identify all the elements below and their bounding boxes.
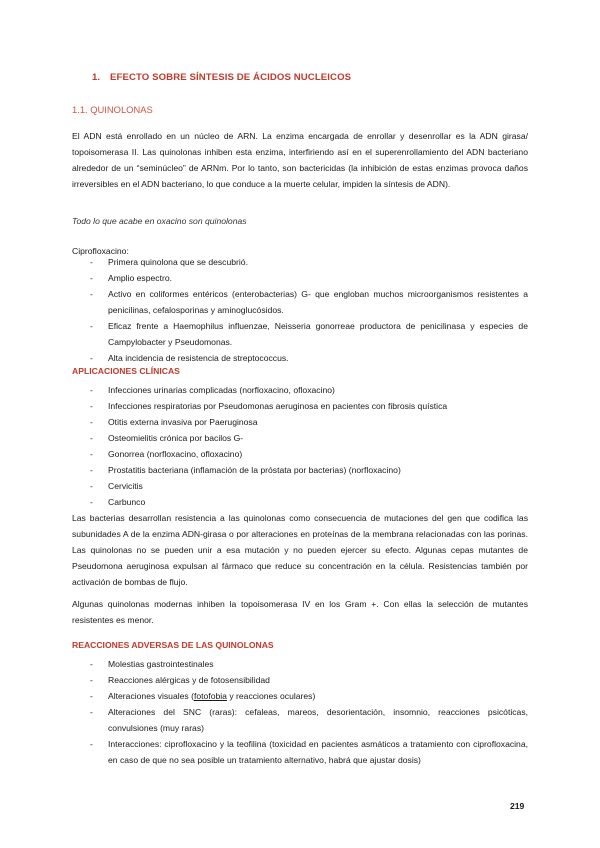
dash-marker: - bbox=[90, 465, 93, 475]
adverse-heading: REACCIONES ADVERSAS DE LAS QUINOLONAS bbox=[72, 640, 274, 650]
clinical-list bbox=[72, 382, 528, 510]
cipro-list bbox=[72, 254, 528, 366]
list-item: - Alteraciones visuales (fotofobia y reacciones oculares) bbox=[72, 688, 528, 704]
subsection-heading: 1.1. QUINOLONAS bbox=[72, 104, 153, 115]
list-item: - Osteomielitis crónica por bacilos G- bbox=[72, 430, 528, 446]
dash-marker: - bbox=[90, 257, 93, 267]
cipro-label: Ciprofloxacino: bbox=[72, 246, 129, 256]
gram-paragraph: Algunas quinolonas modernas inhiben la topoisomerasa IV en los Gram +. Con ellas la selección de mutantes resistentes es menor. bbox=[72, 599, 528, 625]
dash-marker: - bbox=[90, 659, 93, 669]
dash-marker: - bbox=[90, 675, 93, 685]
dash-marker: - bbox=[90, 707, 93, 717]
dash-marker: - bbox=[90, 401, 93, 411]
dash-marker: - bbox=[90, 739, 93, 749]
dash-marker: - bbox=[90, 385, 93, 395]
list-item: - Interacciones: ciprofloxacino y la teofilina (toxicidad en pacientes asmáticos a tratamiento con ciprofloxacina, en caso de que no sea posible un tratamiento alternativo, habrá que ajustar dosis) bbox=[72, 736, 528, 768]
dash-marker: - bbox=[90, 449, 93, 459]
section-heading bbox=[92, 72, 351, 83]
list-item: - Activo en coliformes entéricos (enterobacterias) G- que engloban muchos microorganismos resistentes a penicilinas, cefalosporinas y aminoglucósidos. bbox=[72, 286, 528, 318]
page-number: 219 bbox=[510, 801, 525, 811]
adverse-list bbox=[72, 656, 528, 768]
dash-marker: - bbox=[90, 481, 93, 491]
dash-marker: - bbox=[90, 289, 93, 299]
list-item: - Infecciones respiratorias por Pseudomonas aeruginosa en pacientes con fibrosis quística bbox=[72, 398, 528, 414]
list-item: - Alta incidencia de resistencia de streptococcus. bbox=[72, 350, 528, 366]
list-item: - Reacciones alérgicas y de fotosensibilidad bbox=[72, 672, 528, 688]
dash-marker: - bbox=[90, 321, 93, 331]
list-item: - Prostatitis bacteriana (inflamación de la próstata por bacterias) (norfloxacino) bbox=[72, 462, 528, 478]
list-item: - Amplio espectro. bbox=[72, 270, 528, 286]
section-number: 1. bbox=[92, 72, 101, 83]
resistance-paragraph: Las bacterias desarrollan resistencia a las quinolonas como consecuencia de mutaciones del gen que codifica las subunidades A de la enzima ADN-girasa o por alteraciones en proteínas de la membrana relacionadas con las porinas. Las quinolonas no se pueden unir a esa mutación y no pueden ejercer su efecto. Algunas cepas mutantes de Pseudomona aeruginosa expulsan al fármaco que reduce su concentración en la célula. Resistencias también por activación de bombas de flujo. bbox=[72, 513, 528, 587]
dash-marker: - bbox=[90, 417, 93, 427]
intro-paragraph: El ADN está enrollado en un núcleo de ARN. La enzima encargada de enrollar y desenrollar es la ADN girasa/ topoisomerasa II. Las quinolonas inhiben esta enzima, interfiriendo así en el superenrollamiento del ADN bacteriano alrededor de un “seminúcleo” de ARNm. Por lo tanto, son bactericidas (la inhibición de estas enzimas provoca daños irreversibles en el ADN bacteriano, lo que conduce a la muerte celular, impiden la síntesis de ADN). bbox=[72, 131, 528, 189]
list-item: - Gonorrea (norfloxacino, ofloxacino) bbox=[72, 446, 528, 462]
list-item: - Carbunco bbox=[72, 494, 528, 510]
list-item: - Alteraciones del SNC (raras): cefaleas, mareos, desorientación, insomnio, reacciones psicóticas, convulsiones (muy raras) bbox=[72, 704, 528, 736]
list-item: - Molestias gastrointestinales bbox=[72, 656, 528, 672]
list-item: - Eficaz frente a Haemophilus influenzae, Neisseria gonorreae productora de penicilinasa y especies de Campylobacter y Pseudomonas. bbox=[72, 318, 528, 350]
dash-marker: - bbox=[90, 497, 93, 507]
list-item: - Infecciones urinarias complicadas (norfloxacino, ofloxacino) bbox=[72, 382, 528, 398]
list-item: - Cervicitis bbox=[72, 478, 528, 494]
list-item: - Otitis externa invasiva por Paeruginosa bbox=[72, 414, 528, 430]
underlined-term: fotofobia bbox=[193, 691, 227, 701]
dash-marker: - bbox=[90, 273, 93, 283]
note-line: Todo lo que acabe en oxacino son quinolonas bbox=[72, 216, 247, 226]
dash-marker: - bbox=[90, 691, 93, 701]
list-item: - Primera quinolona que se descubrió. bbox=[72, 254, 528, 270]
clinical-heading: APLICACIONES CLÍNICAS bbox=[72, 366, 180, 376]
section-title: EFECTO SOBRE SÍNTESIS DE ÁCIDOS NUCLEICOS bbox=[110, 72, 352, 83]
dash-marker: - bbox=[90, 353, 93, 363]
dash-marker: - bbox=[90, 433, 93, 443]
